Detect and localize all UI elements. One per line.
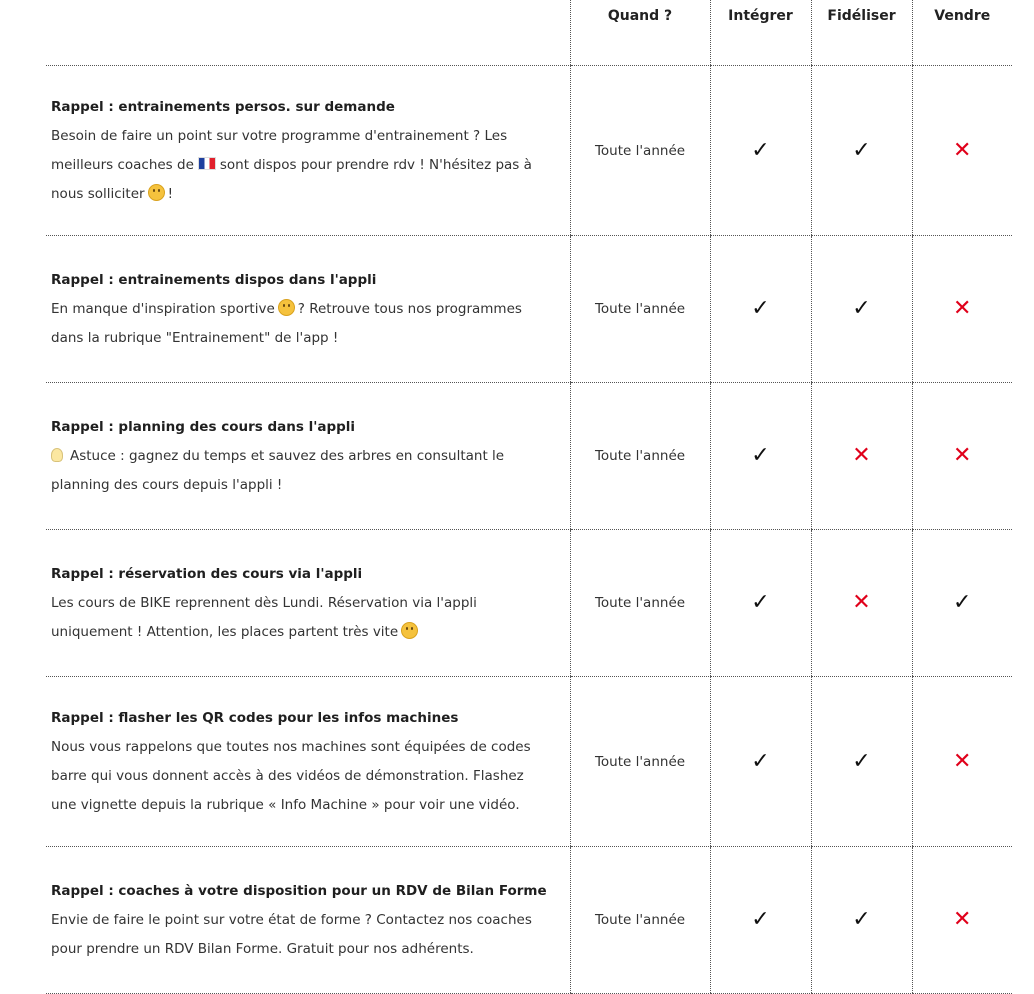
header-vendre: Vendre [912,0,1012,66]
check-icon: ✓ [751,907,770,932]
table-row [46,677,1012,847]
message-cell [46,530,570,677]
cross-icon: ✕ [852,590,871,615]
message-title: Rappel : flasher les QR codes pour les infos machines [51,709,459,726]
fideliser-cell [811,383,912,530]
message-title: Rappel : planning des cours dans l'appli [51,418,356,435]
winking-face-icon [401,622,418,639]
message-title: Rappel : réservation des cours via l'appli [51,565,363,582]
table-row [46,66,1012,236]
table-row [46,847,1012,994]
message-cell [46,677,570,847]
header-when: Quand ? [570,0,710,66]
when-cell: Toute l'année [570,677,710,847]
when-cell: Toute l'année [570,383,710,530]
message-body: Nous vous rappelons que toutes nos machines sont équipées de codes barre qui vous donnent accès à des vidéos de démonstration. Flashez une vignette depuis la rubrique « Info Machine » pour voir une vidéo. [51,738,531,813]
grinning-face-icon [148,184,165,201]
when-cell: Toute l'année [570,530,710,677]
integrer-cell [710,236,811,383]
integrer-cell [710,677,811,847]
vendre-cell [912,383,1012,530]
vendre-cell [912,236,1012,383]
check-icon: ✓ [751,748,770,774]
message-cell [46,236,570,383]
header-message [46,0,570,66]
fideliser-cell [811,847,912,994]
check-icon: ✓ [953,590,972,615]
thinking-face-icon [278,299,295,316]
check-icon: ✓ [751,443,770,468]
message-body: Les cours de BIKE reprennent dès Lundi. Réservation via l'appli uniquement ! Attention, les places partent très vite [51,594,477,640]
message-cell [46,66,570,236]
cross-icon: ✕ [953,137,972,163]
cross-icon: ✕ [953,443,972,468]
header-integrer: Intégrer [710,0,811,66]
notification-matrix-table [46,0,1012,994]
vendre-cell [912,530,1012,677]
fideliser-cell [811,66,912,236]
check-icon: ✓ [852,748,871,774]
vendre-cell [912,66,1012,236]
table-row [46,236,1012,383]
fideliser-cell [811,677,912,847]
check-icon: ✓ [852,296,871,321]
when-cell: Toute l'année [570,66,710,236]
fideliser-cell [811,236,912,383]
flag-france-icon [198,157,216,170]
table-header-row [46,0,1012,66]
integrer-cell [710,383,811,530]
cross-icon: ✕ [953,748,972,774]
header-fideliser: Fidéliser [811,0,912,66]
check-icon: ✓ [751,590,770,615]
fideliser-cell [811,530,912,677]
vendre-cell [912,847,1012,994]
table-row [46,383,1012,530]
table-row [46,530,1012,677]
message-body: Envie de faire le point sur votre état de forme ? Contactez nos coaches pour prendre un RDV Bilan Forme. Gratuit pour nos adhérents. [51,911,532,957]
message-title: Rappel : coaches à votre disposition pour un RDV de Bilan Forme [51,882,547,899]
cross-icon: ✕ [852,443,871,468]
integrer-cell [710,66,811,236]
message-title: Rappel : entrainements dispos dans l'appli [51,271,377,288]
message-title: Rappel : entrainements persos. sur demande [51,98,395,115]
check-icon: ✓ [751,296,770,321]
integrer-cell [710,530,811,677]
vendre-cell [912,677,1012,847]
light-bulb-icon [51,448,63,462]
check-icon: ✓ [852,907,871,932]
message-cell [46,383,570,530]
cross-icon: ✕ [953,296,972,321]
message-cell [46,847,570,994]
check-icon: ✓ [852,137,871,163]
message-body: Astuce : gagnez du temps et sauvez des arbres en consultant le planning des cours depuis l'appli ! [51,447,505,493]
check-icon: ✓ [751,137,770,163]
message-body: En manque d'inspiration sportive ? Retrouve tous nos programmes dans la rubrique "Entrainement" de l'app ! [51,300,522,346]
cross-icon: ✕ [953,907,972,932]
integrer-cell [710,847,811,994]
when-cell: Toute l'année [570,236,710,383]
message-body: Besoin de faire un point sur votre programme d'entrainement ? Les meilleurs coaches de sont dispos pour prendre rdv ! N'hésitez pas à nous solliciter ! [51,127,532,202]
when-cell: Toute l'année [570,847,710,994]
